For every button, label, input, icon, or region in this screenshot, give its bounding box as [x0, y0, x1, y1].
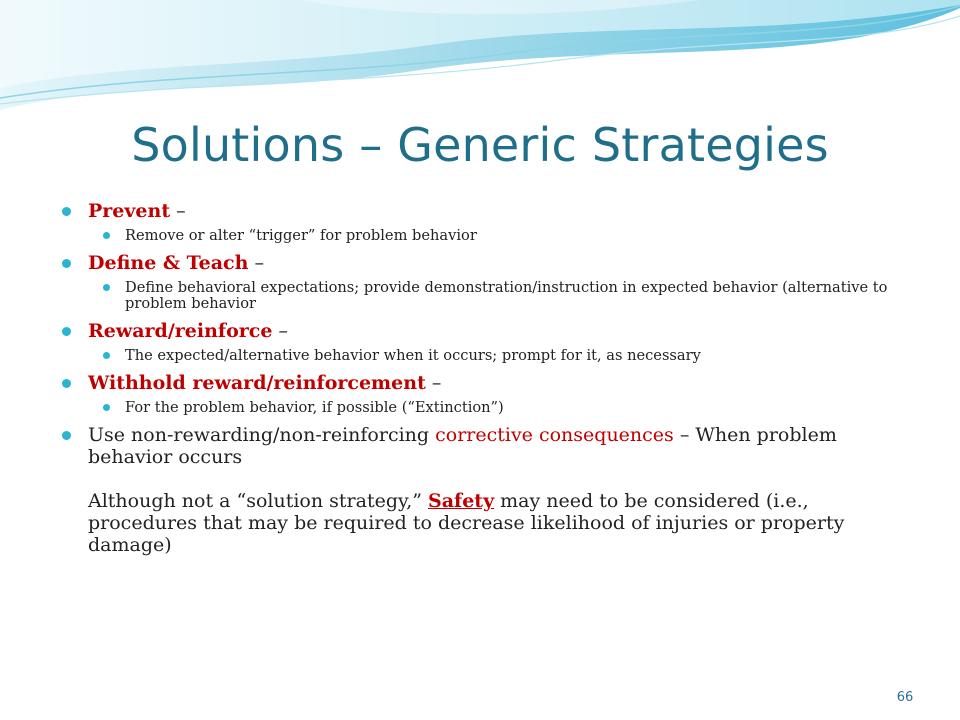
safety-note-prefix: Although not a “solution strategy,”	[88, 490, 428, 512]
bullet-dash: –	[170, 200, 186, 222]
wave-header-decoration	[0, 0, 960, 130]
bullet-suffix: – When problem behavior occurs	[88, 424, 837, 468]
bullet-dot	[62, 431, 71, 440]
bullet-dash: –	[272, 320, 288, 342]
sub-bullet-prevent	[58, 228, 908, 244]
page-number: 66	[896, 690, 914, 705]
bullet-list	[58, 200, 908, 556]
bullet-prevent	[58, 200, 908, 222]
sub-bullet-dot	[103, 352, 110, 359]
bullet-prefix: Use non-rewarding/non-reinforcing	[88, 424, 436, 446]
spacer	[88, 468, 908, 490]
bullet-keyword: Prevent	[88, 200, 171, 222]
bullet-keyword: Withhold reward/reinforcement	[88, 372, 426, 394]
bullet-keyword: Reward/reinforce	[88, 320, 273, 342]
sub-bullet-text: For the problem behavior, if possible (“Extinction”)	[125, 399, 504, 416]
bullet-dot	[62, 207, 71, 216]
sub-bullet-text: Remove or alter “trigger” for problem behavior	[125, 227, 477, 244]
bullet-withhold	[58, 372, 908, 394]
sub-bullet-reward	[58, 348, 908, 364]
sub-bullet-dot	[103, 232, 110, 239]
bullet-dash: –	[248, 252, 264, 274]
bullet-dot	[62, 259, 71, 268]
bullet-reward	[58, 320, 908, 342]
sub-bullet-dot	[103, 404, 110, 411]
bullet-dot	[62, 327, 71, 336]
bullet-corrective-consequences	[58, 424, 908, 556]
safety-note-suffix: may need to be considered (i.e., procedures that may be required to decrease likelihood of injuries or property damage)	[88, 490, 845, 556]
slide-title: Solutions – Generic Strategies	[131, 118, 829, 172]
sub-bullet-dot	[103, 284, 110, 291]
sub-bullet-define-teach	[58, 280, 908, 312]
sub-bullet-text: Define behavioral expectations; provide demonstration/instruction in expected behavior (alternative to problem behavior	[125, 279, 888, 312]
sub-bullet-withhold	[58, 400, 908, 416]
bullet-keyword: Define & Teach	[88, 252, 249, 274]
safety-keyword: Safety	[428, 490, 495, 512]
bullet-keyword: corrective consequences	[435, 424, 674, 446]
sub-bullet-text: The expected/alternative behavior when it occurs; prompt for it, as necessary	[125, 347, 701, 364]
bullet-dash: –	[425, 372, 442, 394]
bullet-dot	[62, 379, 71, 388]
bullet-define-teach	[58, 252, 908, 274]
